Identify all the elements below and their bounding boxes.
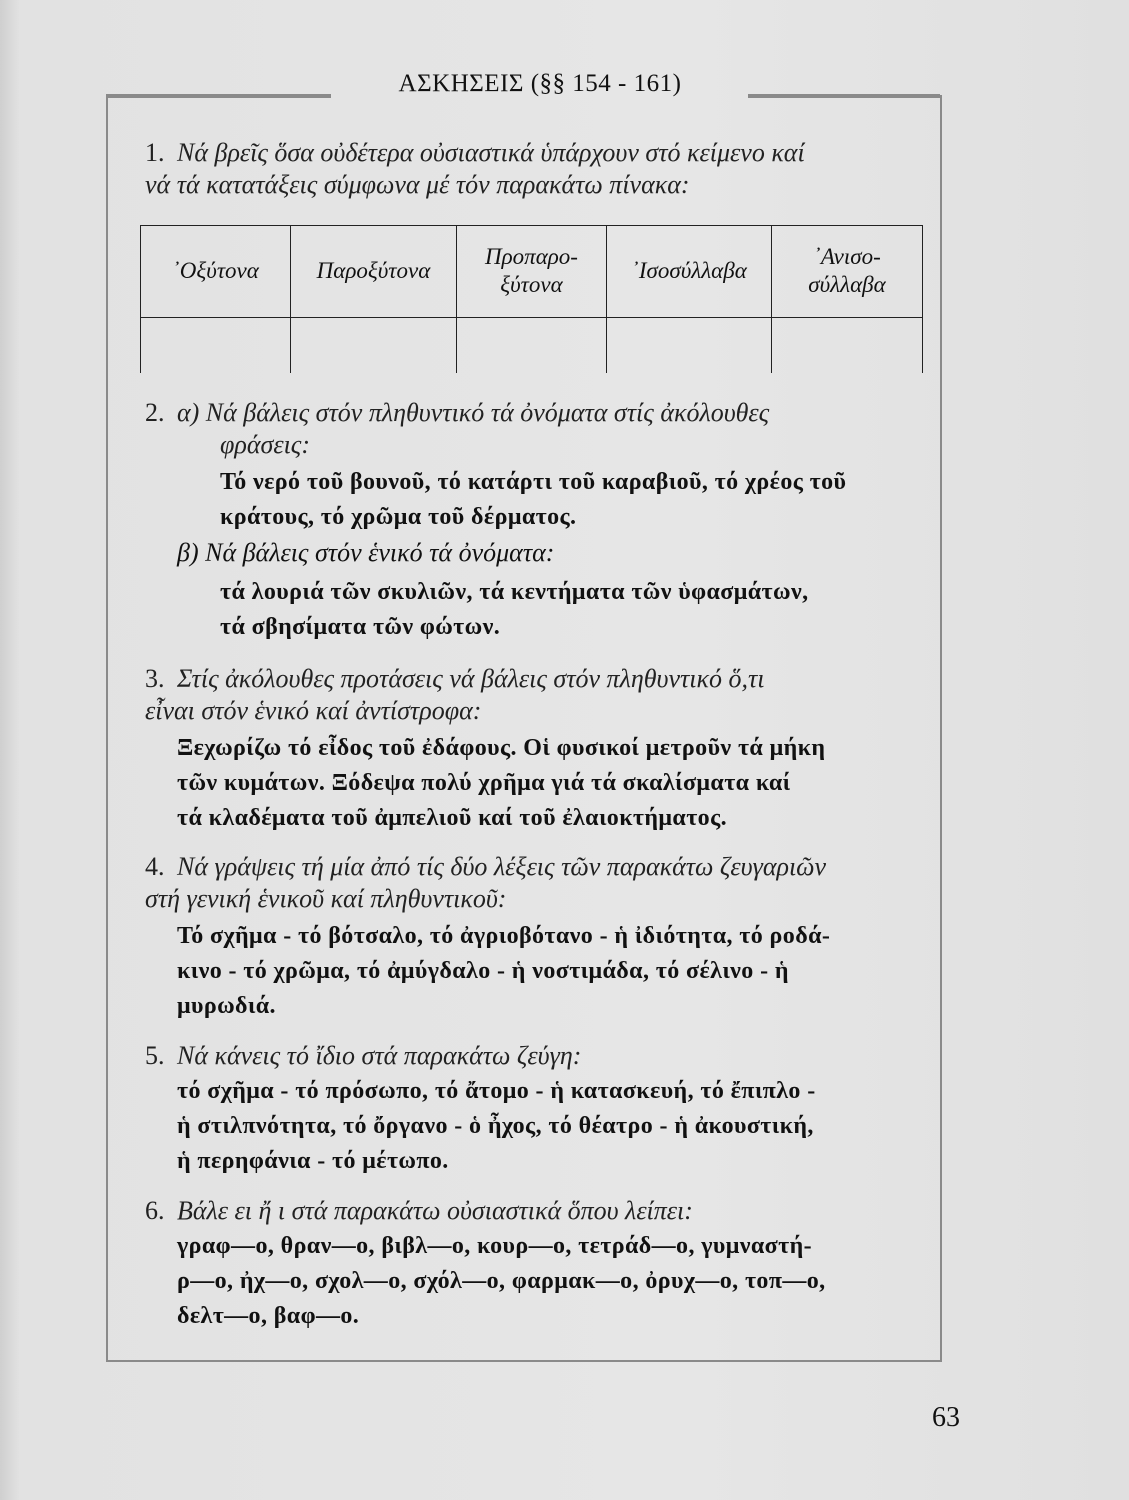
- exercise-4-instruction: [145, 851, 930, 883]
- text-line: ἡ περηφάνια - τό μέτωπο.: [177, 1148, 449, 1174]
- table-header-cell: Προπαρο- ξύτονα: [457, 226, 607, 318]
- exercise-text: [145, 465, 930, 535]
- text-line: τά σβησίματα τῶν φώτων.: [220, 614, 501, 640]
- text-line: κινο - τό χρῶμα, τό ἀμύγδαλο - ἡ νοστιμάδα, τό σέλινο - ἡ: [177, 958, 789, 984]
- text-line: κράτους, τό χρῶμα τοῦ δέρματος.: [220, 504, 577, 530]
- text-line: Τό νερό τοῦ βουνοῦ, τό κατάρτι τοῦ καραβιοῦ, τό χρέος τοῦ: [220, 469, 847, 495]
- instruction-line: α) Νά βάλεις στόν πληθυντικό τά ὀνόματα στίς ἀκόλουθες: [177, 398, 770, 427]
- page-title: ΑΣΚΗΣΕΙΣ (§§ 154 - 161): [398, 70, 682, 97]
- exercise-number: 4.: [145, 852, 165, 881]
- table-cell: [607, 317, 772, 373]
- exercise-number: 1.: [145, 138, 165, 167]
- exercise-text: [145, 1074, 930, 1179]
- exercise-3-instruction: [145, 663, 930, 695]
- table-cell: [772, 317, 923, 373]
- instruction-line: νά τά κατατάξεις σύμφωνα μέ τόν παρακάτω πίνακα:: [145, 170, 690, 199]
- table-cell: [457, 317, 607, 373]
- exercise-text: [145, 731, 930, 836]
- exercise-number: 2.: [145, 398, 165, 427]
- exercise-2b-instruction: β) Νά βάλεις στόν ἑνικό τά ὀνόματα:: [177, 538, 555, 567]
- table-blank-row: [141, 317, 923, 373]
- text-line: μυρωδιά.: [177, 993, 276, 1019]
- instruction-line: Στίς ἀκόλουθες προτάσεις νά βάλεις στόν πληθυντικό ὅ,τι: [177, 664, 765, 693]
- exercise-number: 3.: [145, 664, 165, 693]
- exercise-text: [145, 919, 930, 1024]
- table-cell: [291, 317, 457, 373]
- table-header-cell: ᾿Ανισο- σύλλαβα: [772, 226, 923, 318]
- exercise-3: [145, 663, 930, 836]
- instruction-line: Νά κάνεις τό ἴδιο στά παρακάτω ζεύγη:: [177, 1041, 582, 1070]
- text-line: Τό σχῆμα - τό βότσαλο, τό ἀγριοβότανο - ἡ ἰδιότητα, τό ροδά-: [177, 923, 831, 949]
- classification-table: [140, 225, 923, 373]
- exercise-6: [145, 1195, 930, 1334]
- text-line: τό σχῆμα - τό πρόσωπο, τό ἄτομο - ἡ κατασκευή, τό ἔπιπλο -: [177, 1078, 816, 1104]
- page-number: 63: [932, 1402, 960, 1433]
- table-cell: [141, 317, 291, 373]
- exercise-5: [145, 1040, 930, 1179]
- instruction-line: στή γενική ἑνικοῦ καί πληθυντικοῦ:: [145, 884, 507, 913]
- exercise-text: [145, 1229, 930, 1334]
- table-header-cell: Παροξύτονα: [291, 226, 457, 318]
- text-line: ρ—ο, ἠχ—ο, σχολ—ο, σχόλ—ο, φαρμακ—ο, ὀρυχ—ο, τοπ—ο,: [177, 1268, 826, 1294]
- instruction-line: φράσεις:: [220, 430, 311, 459]
- exercise-number: 6.: [145, 1196, 165, 1225]
- text-line: ἡ στιλπνότητα, τό ὄργανο - ὁ ἦχος, τό θέατρο - ἡ ἀκουστική,: [177, 1113, 814, 1139]
- exercise-5-instruction: [145, 1040, 930, 1072]
- exercise-1-instruction: [145, 137, 930, 169]
- table-header-cell: ᾿Οξύτονα: [141, 226, 291, 318]
- table-header-cell: ᾿Ισοσύλλαβα: [607, 226, 772, 318]
- text-line: τά κλαδέματα τοῦ ἀμπελιοῦ καί τοῦ ἐλαιοκτήματος.: [177, 805, 728, 831]
- table-header-row: [141, 226, 923, 318]
- exercise-6-instruction: [145, 1195, 930, 1227]
- instruction-line: εἶναι στόν ἑνικό καί ἀντίστροφα:: [145, 696, 482, 725]
- text-line: τά λουριά τῶν σκυλιῶν, τά κεντήματα τῶν ὑφασμάτων,: [220, 579, 809, 605]
- text-line: τῶν κυμάτων. Ξόδεψα πολύ χρῆμα γιά τά σκαλίσματα καί: [177, 770, 791, 796]
- text-line: Ξεχωρίζω τό εἶδος τοῦ ἐδάφους. Οἱ φυσικοί μετροῦν τά μήκη: [177, 735, 826, 761]
- exercise-2: [145, 397, 930, 645]
- exercise-1: [145, 137, 930, 201]
- text-line: γραφ—ο, θραν—ο, βιβλ—ο, κουρ—ο, τετράδ—ο, γυμναστή-: [177, 1233, 813, 1259]
- exercise-number: 5.: [145, 1041, 165, 1070]
- exercise-4: [145, 851, 930, 1024]
- instruction-line: Νά γράψεις τή μία ἀπό τίς δύο λέξεις τῶν παρακάτω ζευγαριῶν: [177, 852, 827, 881]
- instruction-line: Νά βρεῖς ὅσα οὐδέτερα οὐσιαστικά ὑπάρχουν στό κείμενο καί: [177, 138, 805, 167]
- instruction-line: Βάλε ει ἤ ι στά παρακάτω οὐσιαστικά ὅπου λείπει:: [177, 1196, 693, 1225]
- exercise-2-instruction: [145, 397, 930, 429]
- exercise-text: [145, 575, 930, 645]
- text-line: δελτ—ο, βαφ—ο.: [177, 1303, 360, 1329]
